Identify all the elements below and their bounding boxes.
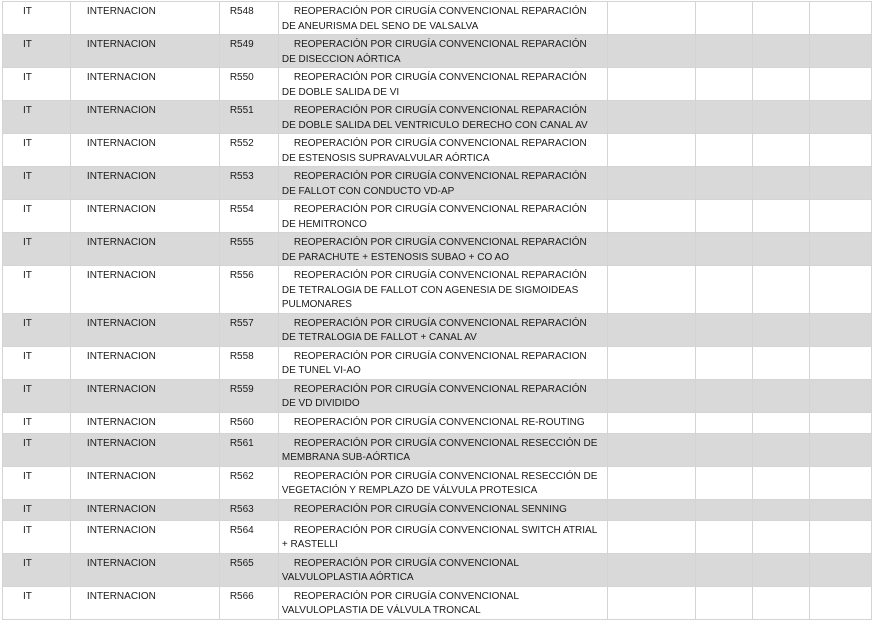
empty-cell [695, 134, 752, 167]
row-description-cell [278, 101, 607, 134]
row-area-text: INTERNACION [86, 470, 156, 482]
empty-cell [753, 346, 810, 379]
table-body [3, 2, 872, 620]
empty-cell [607, 134, 695, 167]
row-type-cell [3, 2, 71, 35]
empty-cell [695, 35, 752, 68]
empty-cell [695, 412, 752, 433]
table-row [3, 433, 872, 466]
empty-cell [809, 553, 871, 586]
row-description-cell [278, 553, 607, 586]
row-code-text: R564 [229, 524, 254, 536]
empty-cell [607, 433, 695, 466]
empty-cell [695, 433, 752, 466]
row-area-cell [70, 499, 219, 520]
row-code-text: R556 [229, 270, 254, 281]
row-description-cell [278, 433, 607, 466]
empty-cell [607, 266, 695, 314]
row-code-cell [219, 499, 278, 520]
empty-cell [753, 520, 810, 553]
row-code-cell [219, 2, 278, 35]
empty-cell [809, 520, 871, 553]
row-type-text: IT [23, 138, 32, 149]
row-description-text: REOPERACIÓN POR CIRUGÍA CONVENCIONAL REPARACIÓN DE VD DIVIDIDO [281, 383, 587, 409]
empty-cell [753, 266, 810, 314]
table-row [3, 2, 872, 35]
row-code-text: R557 [229, 317, 254, 329]
table-row [3, 266, 872, 314]
row-description-text: REOPERACIÓN POR CIRUGÍA CONVENCIONAL REPARACIÓN DE FALLOT CON CONDUCTO VD-AP [281, 171, 587, 197]
row-description-cell [278, 266, 607, 314]
row-type-cell [3, 586, 71, 619]
row-type-cell [3, 68, 71, 101]
empty-cell [695, 466, 752, 499]
table-row [3, 233, 872, 266]
empty-cell [809, 346, 871, 379]
row-area-cell [70, 134, 219, 167]
row-type-text: IT [23, 350, 32, 362]
empty-cell [753, 466, 810, 499]
table-row [3, 466, 872, 499]
row-type-cell [3, 466, 71, 499]
empty-cell [607, 499, 695, 520]
row-code-text: R553 [229, 171, 254, 182]
row-code-text: R563 [229, 503, 254, 515]
empty-cell [753, 2, 810, 35]
row-area-text: INTERNACION [86, 39, 156, 50]
empty-cell [809, 200, 871, 233]
empty-cell [809, 68, 871, 101]
empty-cell [607, 313, 695, 346]
row-area-cell [70, 346, 219, 379]
row-area-cell [70, 412, 219, 433]
row-description-text: REOPERACIÓN POR CIRUGÍA CONVENCIONAL RESECCIÓN DE VEGETACIÓN Y REMPLAZO DE VÁLVULA PROTESICA [281, 470, 598, 496]
row-code-cell [219, 553, 278, 586]
empty-cell [753, 379, 810, 412]
row-type-text: IT [23, 204, 32, 215]
empty-cell [809, 266, 871, 314]
row-type-cell [3, 499, 71, 520]
row-type-cell [3, 200, 71, 233]
table-row [3, 553, 872, 586]
table-row [3, 101, 872, 134]
empty-cell [695, 553, 752, 586]
empty-cell [809, 101, 871, 134]
empty-cell [753, 200, 810, 233]
row-description-text: REOPERACIÓN POR CIRUGÍA CONVENCIONAL REPARACIÓN DE PARACHUTE + ESTENOSIS SUBAO + CO AO [281, 237, 587, 263]
empty-cell [607, 346, 695, 379]
row-area-cell [70, 200, 219, 233]
row-area-text: INTERNACION [86, 72, 156, 83]
row-area-cell [70, 233, 219, 266]
row-description-cell [278, 68, 607, 101]
empty-cell [607, 35, 695, 68]
row-area-text: INTERNACION [86, 590, 156, 602]
row-code-text: R561 [229, 437, 254, 449]
row-code-cell [219, 433, 278, 466]
empty-cell [695, 313, 752, 346]
empty-cell [695, 167, 752, 200]
row-area-text: INTERNACION [86, 524, 156, 536]
row-description-cell [278, 499, 607, 520]
row-description-text: REOPERACIÓN POR CIRUGÍA CONVENCIONAL REPARACIÓN DE HEMITRONCO [281, 204, 587, 230]
row-description-text: REOPERACIÓN POR CIRUGÍA CONVENCIONAL REPARACIÓN DE TETRALOGIA DE FALLOT + CANAL AV [281, 317, 587, 343]
empty-cell [695, 379, 752, 412]
row-type-cell [3, 233, 71, 266]
row-code-cell [219, 412, 278, 433]
row-type-cell [3, 101, 71, 134]
row-type-text: IT [23, 590, 32, 602]
empty-cell [607, 520, 695, 553]
row-description-cell [278, 134, 607, 167]
row-area-text: INTERNACION [86, 204, 156, 215]
row-description-cell [278, 2, 607, 35]
row-type-text: IT [23, 72, 32, 83]
empty-cell [607, 68, 695, 101]
row-type-cell [3, 379, 71, 412]
row-area-text: INTERNACION [86, 350, 156, 362]
row-type-text: IT [23, 39, 32, 50]
row-description-text: REOPERACIÓN POR CIRUGÍA CONVENCIONAL REPARACION DE ESTENOSIS SUPRAVALVULAR AÓRTICA [281, 138, 587, 164]
table-row [3, 379, 872, 412]
empty-cell [607, 466, 695, 499]
empty-cell [809, 499, 871, 520]
row-code-text: R562 [229, 470, 254, 482]
table-row [3, 35, 872, 68]
row-code-text: R554 [229, 204, 254, 215]
row-area-text: INTERNACION [86, 437, 156, 449]
row-code-text: R552 [229, 138, 254, 149]
empty-cell [809, 433, 871, 466]
empty-cell [695, 233, 752, 266]
row-type-text: IT [23, 524, 32, 536]
empty-cell [607, 553, 695, 586]
row-code-cell [219, 586, 278, 619]
row-area-cell [70, 266, 219, 314]
empty-cell [607, 586, 695, 619]
row-description-cell [278, 466, 607, 499]
row-area-cell [70, 433, 219, 466]
row-type-text: IT [23, 503, 32, 515]
row-description-cell [278, 412, 607, 433]
empty-cell [695, 68, 752, 101]
empty-cell [753, 412, 810, 433]
empty-cell [809, 167, 871, 200]
row-type-text: IT [23, 470, 32, 482]
row-description-text: REOPERACIÓN POR CIRUGÍA CONVENCIONAL REPARACIÓN DE DOBLE SALIDA DEL VENTRICULO DERECHO CON CANAL AV [281, 105, 588, 131]
empty-cell [753, 433, 810, 466]
row-code-cell [219, 520, 278, 553]
empty-cell [607, 379, 695, 412]
row-type-cell [3, 313, 71, 346]
empty-cell [753, 167, 810, 200]
row-code-cell [219, 200, 278, 233]
row-area-cell [70, 167, 219, 200]
empty-cell [607, 167, 695, 200]
row-area-cell [70, 313, 219, 346]
row-type-text: IT [23, 437, 32, 449]
row-code-cell [219, 167, 278, 200]
row-area-text: INTERNACION [86, 138, 156, 149]
row-type-text: IT [23, 171, 32, 182]
empty-cell [809, 2, 871, 35]
row-description-text: REOPERACIÓN POR CIRUGÍA CONVENCIONAL REPARACIÓN DE DISECCION AÓRTICA [281, 39, 587, 65]
empty-cell [809, 586, 871, 619]
empty-cell [753, 134, 810, 167]
row-type-cell [3, 35, 71, 68]
row-area-text: INTERNACION [86, 557, 156, 569]
row-code-cell [219, 35, 278, 68]
empty-cell [695, 101, 752, 134]
empty-cell [753, 313, 810, 346]
table-row [3, 412, 872, 433]
row-type-text: IT [23, 383, 32, 395]
table-row [3, 499, 872, 520]
row-area-cell [70, 35, 219, 68]
row-type-cell [3, 520, 71, 553]
empty-cell [695, 2, 752, 35]
row-type-text: IT [23, 416, 32, 428]
table-row [3, 346, 872, 379]
row-code-text: R558 [229, 350, 254, 362]
empty-cell [607, 233, 695, 266]
row-area-text: INTERNACION [86, 6, 156, 17]
empty-cell [607, 2, 695, 35]
table-row [3, 134, 872, 167]
row-description-cell [278, 346, 607, 379]
row-type-cell [3, 553, 71, 586]
row-area-cell [70, 101, 219, 134]
row-description-cell [278, 35, 607, 68]
row-description-text: REOPERACIÓN POR CIRUGÍA CONVENCIONAL REPARACIÓN DE ANEURISMA DEL SENO DE VALSALVA [281, 6, 587, 32]
row-area-text: INTERNACION [86, 317, 156, 329]
row-type-text: IT [23, 6, 32, 17]
row-description-cell [278, 379, 607, 412]
row-area-text: INTERNACION [86, 383, 156, 395]
row-code-cell [219, 346, 278, 379]
procedure-table [2, 1, 872, 620]
row-code-text: R548 [229, 6, 254, 17]
row-type-text: IT [23, 270, 32, 281]
empty-cell [753, 35, 810, 68]
empty-cell [809, 35, 871, 68]
row-area-cell [70, 553, 219, 586]
row-code-cell [219, 466, 278, 499]
row-description-cell [278, 167, 607, 200]
table-row [3, 313, 872, 346]
empty-cell [753, 499, 810, 520]
row-description-cell [278, 200, 607, 233]
row-code-cell [219, 313, 278, 346]
empty-cell [695, 499, 752, 520]
empty-cell [809, 313, 871, 346]
row-code-cell [219, 266, 278, 314]
row-description-text: REOPERACIÓN POR CIRUGÍA CONVENCIONAL RESECCIÓN DE MEMBRANA SUB-AÓRTICA [281, 437, 598, 463]
table-row [3, 200, 872, 233]
row-code-text: R559 [229, 383, 254, 395]
row-description-cell [278, 586, 607, 619]
row-area-cell [70, 379, 219, 412]
empty-cell [695, 346, 752, 379]
empty-cell [607, 412, 695, 433]
row-code-text: R555 [229, 237, 254, 248]
empty-cell [753, 553, 810, 586]
table-row [3, 520, 872, 553]
empty-cell [753, 233, 810, 266]
row-code-text: R560 [229, 416, 254, 428]
empty-cell [809, 379, 871, 412]
empty-cell [695, 586, 752, 619]
empty-cell [607, 101, 695, 134]
row-type-text: IT [23, 317, 32, 329]
row-code-text: R551 [229, 105, 254, 116]
row-type-cell [3, 412, 71, 433]
row-area-text: INTERNACION [86, 270, 156, 281]
row-area-text: INTERNACION [86, 105, 156, 116]
row-code-text: R566 [229, 590, 254, 602]
empty-cell [753, 68, 810, 101]
row-code-cell [219, 233, 278, 266]
row-description-text: REOPERACIÓN POR CIRUGÍA CONVENCIONAL SENNING [293, 503, 567, 515]
empty-cell [695, 520, 752, 553]
empty-cell [809, 412, 871, 433]
table-row [3, 68, 872, 101]
row-type-cell [3, 346, 71, 379]
row-type-text: IT [23, 105, 32, 116]
table-row [3, 586, 872, 619]
row-area-cell [70, 520, 219, 553]
row-area-cell [70, 466, 219, 499]
row-type-cell [3, 134, 71, 167]
row-description-cell [278, 313, 607, 346]
empty-cell [753, 586, 810, 619]
row-area-text: INTERNACION [86, 503, 156, 515]
row-area-cell [70, 2, 219, 35]
row-code-text: R550 [229, 72, 254, 83]
row-description-text: REOPERACIÓN POR CIRUGÍA CONVENCIONAL VALVULOPLASTIA AÓRTICA [281, 557, 519, 583]
row-area-text: INTERNACION [86, 416, 156, 428]
row-code-cell [219, 101, 278, 134]
table-row [3, 167, 872, 200]
row-code-cell [219, 379, 278, 412]
row-area-cell [70, 586, 219, 619]
row-type-text: IT [23, 237, 32, 248]
row-description-text: REOPERACIÓN POR CIRUGÍA CONVENCIONAL SWITCH ATRIAL + RASTELLI [281, 524, 597, 550]
row-description-text: REOPERACIÓN POR CIRUGÍA CONVENCIONAL REPARACIÓN DE TETRALOGIA DE FALLOT CON AGENESIA DE SIGMOIDEAS PULMONARES [281, 270, 587, 310]
row-type-cell [3, 433, 71, 466]
row-description-text: REOPERACIÓN POR CIRUGÍA CONVENCIONAL RE-ROUTING [293, 416, 585, 428]
empty-cell [753, 101, 810, 134]
row-code-cell [219, 134, 278, 167]
row-description-text: REOPERACIÓN POR CIRUGÍA CONVENCIONAL VALVULOPLASTIA DE VÁLVULA TRONCAL [281, 590, 519, 616]
empty-cell [695, 266, 752, 314]
empty-cell [809, 233, 871, 266]
row-code-text: R549 [229, 39, 254, 50]
empty-cell [695, 200, 752, 233]
row-area-text: INTERNACION [86, 171, 156, 182]
empty-cell [809, 466, 871, 499]
row-type-text: IT [23, 557, 32, 569]
row-code-cell [219, 68, 278, 101]
row-type-cell [3, 167, 71, 200]
empty-cell [607, 200, 695, 233]
row-description-text: REOPERACIÓN POR CIRUGÍA CONVENCIONAL REPARACIÓN DE DOBLE SALIDA DE VI [281, 72, 587, 98]
row-area-cell [70, 68, 219, 101]
empty-cell [809, 134, 871, 167]
row-description-cell [278, 520, 607, 553]
row-type-cell [3, 266, 71, 314]
row-code-text: R565 [229, 557, 254, 569]
row-description-cell [278, 233, 607, 266]
row-description-text: REOPERACIÓN POR CIRUGÍA CONVENCIONAL REPARACION DE TUNEL VI-AO [281, 350, 587, 376]
row-area-text: INTERNACION [86, 237, 156, 248]
